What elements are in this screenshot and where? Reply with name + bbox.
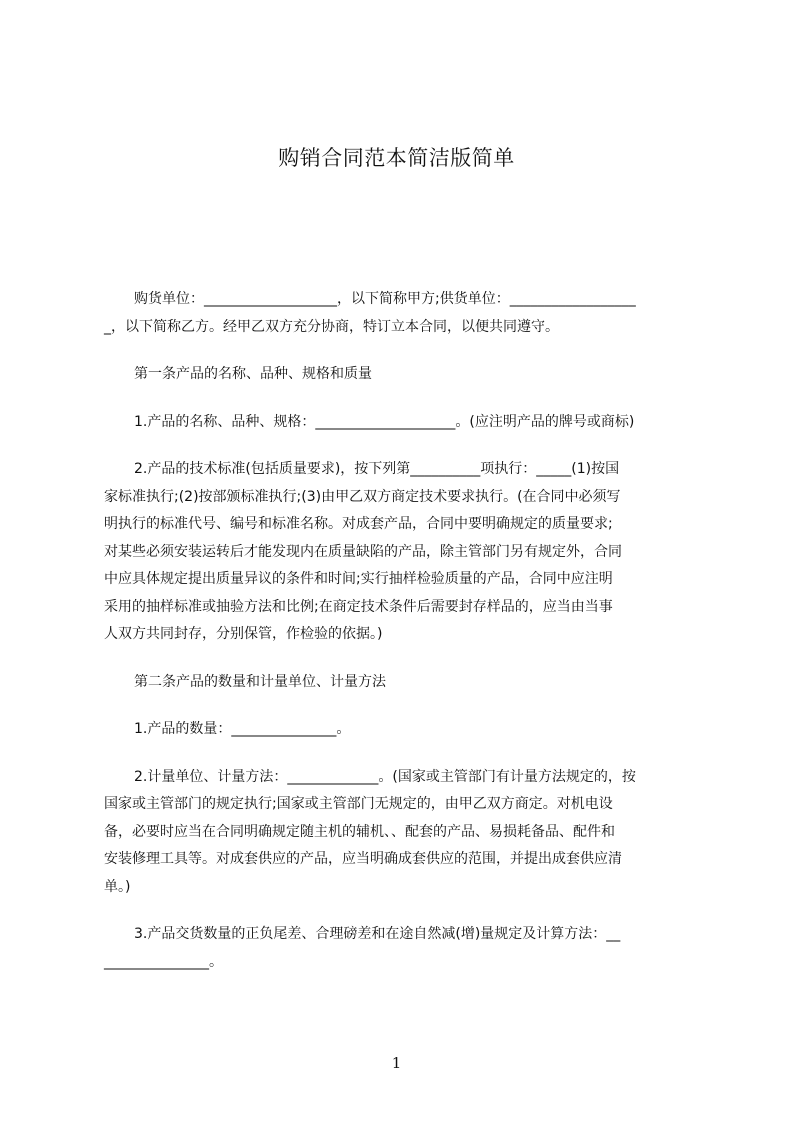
article-2-item-3-line: _______________。 bbox=[104, 953, 223, 970]
article-2-item-2-line: 2.计量单位、计量方法：_____________。(国家或主管部门有计量方法规定的，按 bbox=[134, 768, 636, 785]
article-2-heading: 第二条产品的数量和计量单位、计量方法 bbox=[134, 673, 386, 690]
article-2-item-1-paragraph bbox=[104, 716, 702, 744]
article-1-item-2-line: 采用的抽样标准或抽验方法和比例;在商定技术条件后需要封存样品的，应当由当事 bbox=[104, 598, 613, 615]
article-1-item-2-line: 2.产品的技术标准(包括质量要求)，按下列第__________项执行：_____(1)按国 bbox=[134, 461, 620, 477]
intro-line-1: 购货单位：___________________，以下简称甲方;供货单位：__________________ bbox=[134, 291, 636, 307]
intro-line-2: _，以下简称乙方。经甲乙双方充分协商，特订立本合同，以便共同遵守。 bbox=[104, 318, 559, 335]
article-1-heading: 第一条产品的名称、品种、规格和质量 bbox=[134, 366, 372, 382]
document-title: 购销合同范本简洁版简单 bbox=[278, 146, 515, 170]
article-2-item-3-line: 3.产品交货数量的正负尾差、合理磅差和在途自然减(增)量规定及计算方法：__ bbox=[134, 926, 621, 942]
article-2-heading-paragraph bbox=[104, 669, 702, 697]
article-2-item-2-line: 备，必要时应当在合同明确规定随主机的辅机、、配套的产品、易损耗备品、配件和 bbox=[104, 823, 615, 840]
article-2-item-2-line: 单。) bbox=[104, 878, 131, 895]
article-2-item-3-paragraph bbox=[104, 921, 702, 976]
article-1-item-2-line: 明执行的标准代号、编号和标准名称。对成套产品，合同中要明确规定的质量要求; bbox=[104, 516, 613, 532]
article-1-heading-paragraph bbox=[104, 361, 702, 389]
article-1-item-2-line: 家标准执行;(2)按部颁标准执行;(3)由甲乙双方商定技术要求执行。(在合同中必须写 bbox=[104, 488, 621, 505]
article-2-item-2-line: 安装修理工具等。对成套供应的产品，应当明确成套供应的范围，并提出成套供应清 bbox=[104, 851, 622, 867]
article-1-item-2-line: 人双方共同封存，分别保管，作检验的依据。) bbox=[104, 626, 383, 642]
intro-paragraph bbox=[104, 286, 702, 341]
article-1-item-2-line: 对某些必须安装运转后才能发现内在质量缺陷的产品，除主管部门另有规定外，合同 bbox=[104, 543, 622, 560]
page-number: 1 bbox=[391, 1054, 402, 1072]
article-1-item-2-line: 中应具体规定提出质量异议的条件和时间;实行抽样检验质量的产品，合同中应注明 bbox=[104, 571, 613, 587]
article-2-item-2-paragraph bbox=[104, 764, 702, 902]
article-2-item-1: 1.产品的数量：_______________。 bbox=[134, 721, 351, 737]
article-1-item-1: 1.产品的名称、品种、规格：____________________。(应注明产品的牌号或商标) bbox=[134, 413, 635, 430]
document-body bbox=[104, 286, 702, 976]
article-1-item-1-paragraph bbox=[104, 409, 702, 437]
article-1-item-2-paragraph bbox=[104, 456, 702, 649]
article-2-item-2-line: 国家或主管部门的规定执行;国家或主管部门无规定的，由甲乙双方商定。对机电设 bbox=[104, 796, 613, 812]
